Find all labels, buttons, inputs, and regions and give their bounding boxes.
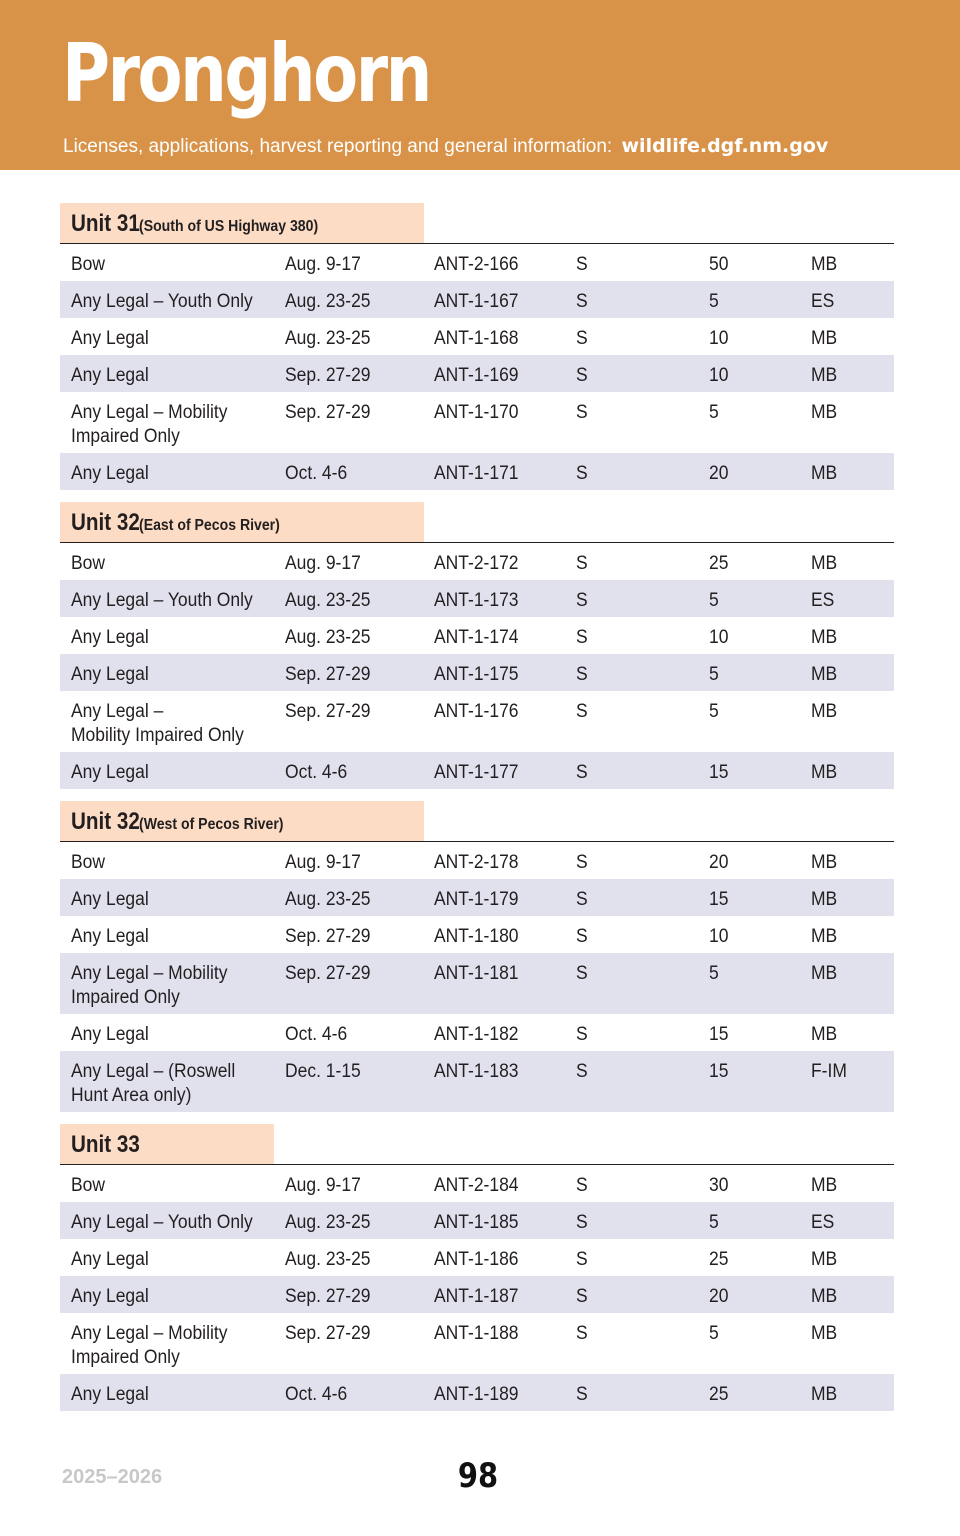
hunt-code-cell: ANT-2-178 [434, 852, 519, 873]
licenses-cell: 5 [709, 1323, 719, 1344]
hunt-code-cell: ANT-1-171 [434, 463, 519, 484]
type-cell: S [576, 1061, 588, 1082]
unit-table [60, 502, 894, 789]
hunt-cell: Any Legal – Mobility Impaired Only [71, 1323, 228, 1368]
bag-limit-cell: MB [811, 852, 838, 873]
dates-cell: Oct. 4-6 [285, 762, 348, 783]
licenses-cell: 15 [709, 1061, 729, 1082]
table-row [60, 453, 894, 490]
licenses-cell: 25 [709, 1249, 729, 1270]
dates-cell: Sep. 27-29 [285, 664, 371, 685]
licenses-cell: 15 [709, 1024, 729, 1045]
table-row [60, 654, 894, 691]
type-cell: S [576, 1212, 588, 1233]
hunt-code-cell: ANT-1-169 [434, 365, 519, 386]
hunt-cell: Any Legal – Youth Only [71, 1212, 253, 1233]
bag-limit-cell: MB [811, 1286, 838, 1307]
hunt-code-cell: ANT-1-167 [434, 291, 519, 312]
licenses-cell: 10 [709, 627, 729, 648]
hunt-cell: Bow [71, 1175, 106, 1196]
table-row [60, 392, 894, 453]
bag-limit-cell: MB [811, 328, 838, 349]
dates-cell: Aug. 9-17 [285, 553, 361, 574]
unit-note: (South of US Highway 380) [139, 218, 319, 235]
table-row [60, 1239, 894, 1276]
type-cell: S [576, 1175, 588, 1196]
hunt-code-cell: ANT-1-176 [434, 701, 519, 722]
bag-limit-cell: MB [811, 664, 838, 685]
header-banner [0, 0, 960, 170]
bag-limit-cell: F-IM [811, 1061, 847, 1082]
hunt-cell: Any Legal [71, 1286, 149, 1307]
licenses-cell: 10 [709, 328, 729, 349]
table-row [60, 244, 894, 281]
licenses-cell: 5 [709, 963, 719, 984]
table-row [60, 1374, 894, 1411]
unit-name: Unit 33 [71, 1131, 140, 1158]
table-row [60, 1202, 894, 1239]
licenses-cell: 5 [709, 1212, 719, 1233]
hunt-cell: Bow [71, 254, 106, 275]
bag-limit-cell: MB [811, 762, 838, 783]
hunt-code-cell: ANT-1-173 [434, 590, 519, 611]
dates-cell: Sep. 27-29 [285, 701, 371, 722]
licenses-cell: 10 [709, 926, 729, 947]
hunt-code-cell: ANT-1-180 [434, 926, 519, 947]
dates-cell: Aug. 23-25 [285, 291, 371, 312]
hunt-cell: Any Legal [71, 664, 149, 685]
bag-limit-cell: ES [811, 1212, 835, 1233]
dates-cell: Sep. 27-29 [285, 1286, 371, 1307]
table-row [60, 953, 894, 1014]
footer-year: 2025–2026 [62, 1466, 163, 1488]
licenses-cell: 10 [709, 365, 729, 386]
dates-cell: Aug. 23-25 [285, 627, 371, 648]
hunt-code-cell: ANT-1-174 [434, 627, 519, 648]
type-cell: S [576, 926, 588, 947]
licenses-cell: 15 [709, 762, 729, 783]
dates-cell: Sep. 27-29 [285, 963, 371, 984]
hunt-code-cell: ANT-1-179 [434, 889, 519, 910]
licenses-cell: 20 [709, 463, 729, 484]
type-cell: S [576, 254, 588, 275]
type-cell: S [576, 664, 588, 685]
bag-limit-cell: MB [811, 463, 838, 484]
dates-cell: Oct. 4-6 [285, 463, 348, 484]
dates-cell: Aug. 23-25 [285, 328, 371, 349]
type-cell: S [576, 1286, 588, 1307]
bag-limit-cell: MB [811, 402, 838, 423]
licenses-cell: 20 [709, 852, 729, 873]
dates-cell: Aug. 23-25 [285, 1249, 371, 1270]
type-cell: S [576, 1384, 588, 1405]
hunt-code-cell: ANT-1-189 [434, 1384, 519, 1405]
table-row [60, 281, 894, 318]
dates-cell: Aug. 23-25 [285, 1212, 371, 1233]
hunt-code-cell: ANT-1-183 [434, 1061, 519, 1082]
type-cell: S [576, 365, 588, 386]
dates-cell: Aug. 9-17 [285, 254, 361, 275]
table-row [60, 1313, 894, 1374]
table-row [60, 1276, 894, 1313]
type-cell: S [576, 701, 588, 722]
bag-limit-cell: MB [811, 627, 838, 648]
hunt-code-cell: ANT-1-175 [434, 664, 519, 685]
unit-header [60, 203, 894, 244]
hunt-cell: Any Legal – Mobility Impaired Only [71, 701, 244, 746]
hunt-code-cell: ANT-1-177 [434, 762, 519, 783]
unit-table [60, 203, 894, 490]
licenses-cell: 25 [709, 1384, 729, 1405]
hunt-code-cell: ANT-1-188 [434, 1323, 519, 1344]
bag-limit-cell: MB [811, 701, 838, 722]
bag-limit-cell: MB [811, 553, 838, 574]
type-cell: S [576, 402, 588, 423]
bag-limit-cell: MB [811, 1323, 838, 1344]
dates-cell: Aug. 9-17 [285, 1175, 361, 1196]
unit-label [60, 502, 424, 542]
hunt-cell: Bow [71, 553, 106, 574]
bag-limit-cell: MB [811, 1249, 838, 1270]
type-cell: S [576, 291, 588, 312]
hunt-cell: Any Legal [71, 889, 149, 910]
dates-cell: Sep. 27-29 [285, 402, 371, 423]
unit-label [60, 1124, 274, 1164]
hunt-cell: Any Legal – (Roswell Hunt Area only) [71, 1061, 236, 1106]
licenses-cell: 50 [709, 254, 729, 275]
bag-limit-cell: ES [811, 590, 835, 611]
type-cell: S [576, 1323, 588, 1344]
type-cell: S [576, 1249, 588, 1270]
bag-limit-cell: MB [811, 365, 838, 386]
dates-cell: Sep. 27-29 [285, 926, 371, 947]
hunt-cell: Any Legal [71, 926, 149, 947]
unit-header [60, 1124, 894, 1165]
table-row [60, 318, 894, 355]
table-row [60, 916, 894, 953]
dates-cell: Oct. 4-6 [285, 1024, 348, 1045]
hunt-code-cell: ANT-1-185 [434, 1212, 519, 1233]
table-row [60, 691, 894, 752]
type-cell: S [576, 328, 588, 349]
header-info [63, 135, 828, 158]
licenses-cell: 5 [709, 291, 719, 312]
type-cell: S [576, 553, 588, 574]
bag-limit-cell: MB [811, 889, 838, 910]
licenses-cell: 15 [709, 889, 729, 910]
hunt-cell: Any Legal [71, 1384, 149, 1405]
type-cell: S [576, 627, 588, 648]
licenses-cell: 5 [709, 701, 719, 722]
table-row [60, 879, 894, 916]
licenses-cell: 5 [709, 590, 719, 611]
table-row [60, 617, 894, 654]
type-cell: S [576, 1024, 588, 1045]
hunt-cell: Any Legal – Youth Only [71, 590, 253, 611]
unit-header [60, 801, 894, 842]
hunt-code-cell: ANT-2-166 [434, 254, 519, 275]
hunt-cell: Any Legal – Youth Only [71, 291, 253, 312]
hunt-cell: Any Legal [71, 1024, 149, 1045]
dates-cell: Sep. 27-29 [285, 1323, 371, 1344]
type-cell: S [576, 762, 588, 783]
table-row [60, 1014, 894, 1051]
dates-cell: Aug. 23-25 [285, 889, 371, 910]
info-text: Licenses, applications, harvest reporting and general information: [63, 136, 613, 157]
website-link[interactable]: wildlife.dgf.nm.gov [621, 135, 829, 157]
hunt-cell: Any Legal [71, 328, 149, 349]
unit-note: (East of Pecos River) [139, 517, 280, 534]
licenses-cell: 20 [709, 1286, 729, 1307]
page-title: Pronghorn [62, 27, 430, 120]
table-row [60, 1165, 894, 1202]
hunt-code-cell: ANT-2-172 [434, 553, 519, 574]
page-number: 98 [457, 1456, 499, 1496]
unit-name: Unit 32 [71, 808, 140, 835]
hunt-code-cell: ANT-1-187 [434, 1286, 519, 1307]
hunt-tables [60, 203, 894, 1423]
table-row [60, 543, 894, 580]
hunt-code-cell: ANT-1-170 [434, 402, 519, 423]
hunt-cell: Bow [71, 852, 106, 873]
unit-label [60, 203, 424, 243]
hunt-cell: Any Legal [71, 365, 149, 386]
type-cell: S [576, 852, 588, 873]
unit-table [60, 1124, 894, 1411]
table-row [60, 752, 894, 789]
bag-limit-cell: MB [811, 1384, 838, 1405]
unit-label [60, 801, 424, 841]
type-cell: S [576, 963, 588, 984]
licenses-cell: 5 [709, 664, 719, 685]
dates-cell: Dec. 1-15 [285, 1061, 361, 1082]
hunt-code-cell: ANT-2-184 [434, 1175, 519, 1196]
hunt-cell: Any Legal – Mobility Impaired Only [71, 963, 228, 1008]
table-row [60, 580, 894, 617]
dates-cell: Aug. 9-17 [285, 852, 361, 873]
unit-name: Unit 32 [71, 509, 140, 536]
licenses-cell: 30 [709, 1175, 729, 1196]
dates-cell: Sep. 27-29 [285, 365, 371, 386]
unit-header [60, 502, 894, 543]
table-row [60, 1051, 894, 1112]
hunt-cell: Any Legal [71, 627, 149, 648]
type-cell: S [576, 590, 588, 611]
licenses-cell: 25 [709, 553, 729, 574]
hunt-code-cell: ANT-1-181 [434, 963, 519, 984]
hunt-cell: Any Legal [71, 1249, 149, 1270]
bag-limit-cell: MB [811, 926, 838, 947]
bag-limit-cell: MB [811, 254, 838, 275]
bag-limit-cell: ES [811, 291, 835, 312]
licenses-cell: 5 [709, 402, 719, 423]
hunt-cell: Any Legal [71, 463, 149, 484]
unit-note: (West of Pecos River) [139, 816, 284, 833]
unit-table [60, 801, 894, 1112]
type-cell: S [576, 889, 588, 910]
hunt-code-cell: ANT-1-168 [434, 328, 519, 349]
hunt-code-cell: ANT-1-186 [434, 1249, 519, 1270]
hunt-code-cell: ANT-1-182 [434, 1024, 519, 1045]
dates-cell: Aug. 23-25 [285, 590, 371, 611]
bag-limit-cell: MB [811, 1175, 838, 1196]
bag-limit-cell: MB [811, 963, 838, 984]
hunt-cell: Any Legal [71, 762, 149, 783]
table-row [60, 842, 894, 879]
bag-limit-cell: MB [811, 1024, 838, 1045]
table-row [60, 355, 894, 392]
hunt-cell: Any Legal – Mobility Impaired Only [71, 402, 228, 447]
unit-name: Unit 31 [71, 210, 140, 237]
dates-cell: Oct. 4-6 [285, 1384, 348, 1405]
type-cell: S [576, 463, 588, 484]
